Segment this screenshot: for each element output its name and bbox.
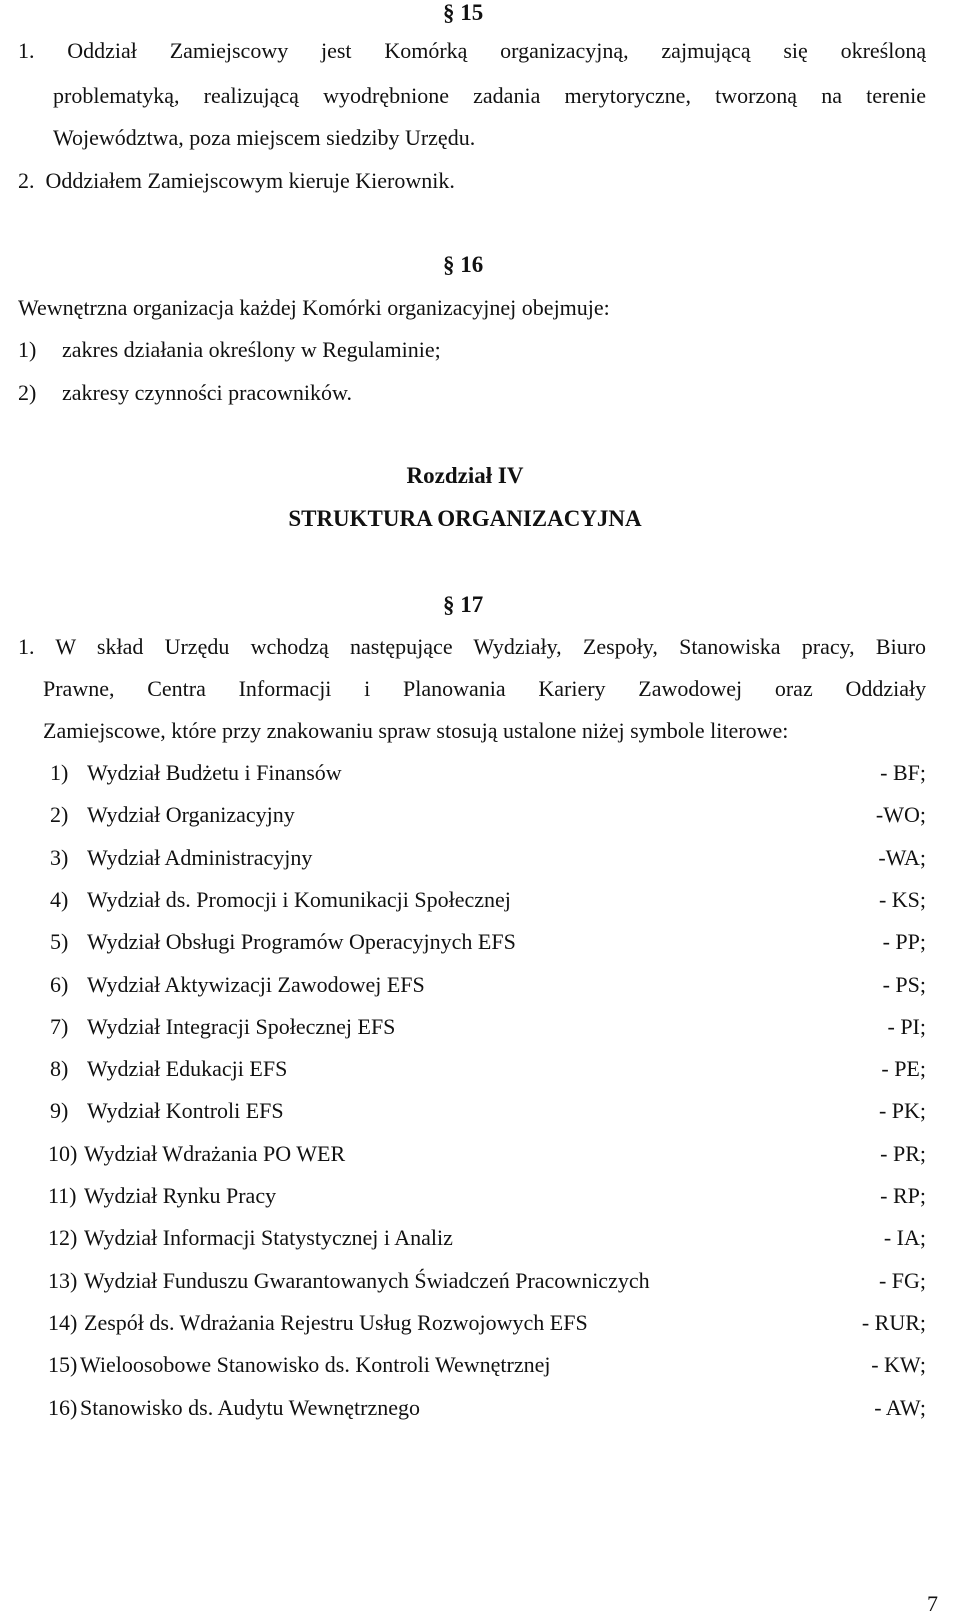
- section-17-line-2-word: Informacji: [238, 676, 332, 701]
- section-15-paragraph-1-line-2: [53, 83, 926, 109]
- unit-name: Wieloosobowe Stanowisko ds. Kontroli Wewnętrznej: [80, 1352, 551, 1377]
- unit-symbol: -WA;: [878, 845, 926, 870]
- section-16-item-number: 1): [18, 337, 37, 362]
- unit-number: 16): [48, 1395, 78, 1420]
- page-number: 7: [927, 1591, 938, 1616]
- unit-symbol: - PP;: [882, 929, 926, 954]
- unit-symbol: - PR;: [880, 1141, 926, 1166]
- unit-symbol: - PS;: [882, 972, 926, 997]
- unit-symbol: - RUR;: [861, 1310, 926, 1335]
- unit-number: 2): [50, 802, 69, 827]
- unit-number: 4): [50, 887, 69, 912]
- unit-symbol: - AW;: [874, 1395, 926, 1420]
- section-16-heading: § 16: [443, 252, 484, 277]
- unit-name: Wydział Organizacyjny: [87, 802, 295, 827]
- section-16-item-text: zakres działania określony w Regulaminie;: [62, 337, 441, 362]
- section-15-line-1-word: 1.: [18, 38, 35, 63]
- section-17-line-2-word: i: [364, 676, 371, 701]
- unit-name: Wydział Wdrażania PO WER: [84, 1141, 346, 1166]
- unit-name: Wydział Edukacji EFS: [87, 1056, 288, 1081]
- section-15-heading: § 15: [443, 0, 484, 25]
- section-15-line-2-word: problematyką,: [53, 83, 180, 108]
- unit-list-item: [0, 1268, 960, 1294]
- unit-number: 14): [48, 1310, 78, 1335]
- section-15-line-1-word: organizacyjną,: [500, 38, 629, 63]
- unit-name: Wydział Informacji Statystycznej i Analiz: [84, 1225, 453, 1250]
- unit-name: Wydział ds. Promocji i Komunikacji Społecznej: [87, 887, 511, 912]
- section-17-line-1-word: Wydziały,: [473, 634, 562, 659]
- unit-name: Wydział Funduszu Gwarantowanych Świadczeń Pracowniczych: [84, 1268, 650, 1293]
- chapter-subtitle: STRUKTURA ORGANIZACYJNA: [288, 506, 642, 531]
- unit-name: Wydział Integracji Społecznej EFS: [87, 1014, 396, 1039]
- section-17-line-1-word: pracy,: [801, 634, 855, 659]
- section-15-line-2-word: zadania: [473, 83, 541, 108]
- unit-name: Wydział Administracyjny: [87, 845, 313, 870]
- section-17-line-1-word: wchodzą: [250, 634, 329, 659]
- unit-list-item: [0, 845, 960, 871]
- section-17-line-2-word: Kariery: [538, 676, 606, 701]
- unit-name: Stanowisko ds. Audytu Wewnętrznego: [80, 1395, 421, 1420]
- section-17-intro-line-1: [18, 634, 926, 660]
- section-17-line-1-word: Stanowiska: [679, 634, 781, 659]
- section-17-line-2-word: Oddziały: [845, 676, 926, 701]
- section-17-intro-line-3: Zamiejscowe, które przy znakowaniu spraw stosują ustalone niżej symbole literowe:: [43, 718, 789, 743]
- unit-number: 8): [50, 1056, 69, 1081]
- section-17-line-2-word: Zawodowej: [638, 676, 743, 701]
- section-16-intro: Wewnętrzna organizacja każdej Komórki organizacyjnej obejmuje:: [18, 295, 610, 320]
- section-15-line-1-word: Oddział: [67, 38, 137, 63]
- unit-symbol: - KS;: [878, 887, 926, 912]
- section-15-line-2-word: realizującą: [203, 83, 299, 108]
- section-15-paragraph-1-line-3: Województwa, poza miejscem siedziby Urzędu.: [53, 125, 476, 150]
- section-17-line-1-word: Zespoły,: [582, 634, 658, 659]
- section-15-line-1-word: się: [783, 38, 808, 63]
- unit-number: 15): [48, 1352, 78, 1377]
- section-15-line-1-word: Komórką: [384, 38, 468, 63]
- unit-list-item: [0, 972, 960, 998]
- unit-list-item: [0, 1352, 960, 1378]
- section-17-line-1-word: następujące: [349, 634, 453, 659]
- section-17-line-1-word: Urzędu: [164, 634, 230, 659]
- chapter-title: Rozdział IV: [406, 463, 524, 488]
- unit-list-item: [0, 802, 960, 828]
- unit-number: 7): [50, 1014, 69, 1039]
- section-17-line-1-word: Biuro: [875, 634, 926, 659]
- section-15-paragraph-1-line-1: [18, 38, 926, 64]
- section-15-line-1-word: zajmującą: [661, 38, 751, 63]
- unit-list-item: [0, 1014, 960, 1040]
- unit-list-item: [0, 1056, 960, 1082]
- section-17-line-1-word: 1.: [18, 634, 35, 659]
- unit-symbol: - PI;: [887, 1014, 926, 1039]
- section-17-line-1-word: W: [55, 634, 76, 659]
- unit-list-item: [0, 887, 960, 913]
- unit-list-item: [0, 1183, 960, 1209]
- unit-number: 11): [48, 1183, 77, 1208]
- section-15-line-2-word: terenie: [866, 83, 926, 108]
- section-15-line-2-word: wyodrębnione: [323, 83, 449, 108]
- unit-name: Wydział Budżetu i Finansów: [87, 760, 342, 785]
- section-17-line-2-word: Centra: [147, 676, 206, 701]
- section-15-line-1-word: Zamiejscowy: [169, 38, 289, 63]
- unit-number: 5): [50, 929, 69, 954]
- unit-list-item: [0, 1225, 960, 1251]
- unit-number: 1): [50, 760, 69, 785]
- section-17-line-2-word: oraz: [774, 676, 813, 701]
- unit-symbol: -WO;: [875, 802, 926, 827]
- section-17-line-2-word: Planowania: [403, 676, 506, 701]
- unit-number: 13): [48, 1268, 78, 1293]
- unit-list-item: [0, 760, 960, 786]
- unit-name: Zespół ds. Wdrażania Rejestru Usług Rozwojowych EFS: [84, 1310, 588, 1335]
- section-17-line-2-word: Prawne,: [43, 676, 115, 701]
- unit-name: Wydział Rynku Pracy: [84, 1183, 277, 1208]
- unit-symbol: - BF;: [880, 760, 926, 785]
- section-15-line-1-word: określoną: [840, 38, 926, 63]
- unit-number: 6): [50, 972, 69, 997]
- section-15-line-2-word: tworzoną: [715, 83, 797, 108]
- unit-number: 3): [50, 845, 69, 870]
- section-17-heading: § 17: [443, 592, 484, 617]
- section-17-intro-line-2: [43, 676, 926, 702]
- unit-number: 10): [48, 1141, 78, 1166]
- unit-list-item: [0, 929, 960, 955]
- unit-number: 12): [48, 1225, 78, 1250]
- section-15-paragraph-2: 2. Oddziałem Zamiejscowym kieruje Kierownik.: [18, 168, 455, 193]
- section-16-item-text: zakresy czynności pracowników.: [62, 380, 352, 405]
- unit-list-item: [0, 1098, 960, 1124]
- section-15-line-2-word: na: [821, 83, 842, 108]
- unit-symbol: - IA;: [883, 1225, 926, 1250]
- unit-name: Wydział Kontroli EFS: [87, 1098, 284, 1123]
- unit-symbol: - PK;: [878, 1098, 926, 1123]
- unit-list-item: [0, 1395, 960, 1421]
- unit-name: Wydział Obsługi Programów Operacyjnych EFS: [87, 929, 516, 954]
- section-16-item-number: 2): [18, 380, 37, 405]
- unit-symbol: - PE;: [881, 1056, 926, 1081]
- section-17-line-1-word: skład: [96, 634, 144, 659]
- unit-name: Wydział Aktywizacji Zawodowej EFS: [87, 972, 425, 997]
- unit-number: 9): [50, 1098, 69, 1123]
- unit-symbol: - FG;: [878, 1268, 926, 1293]
- unit-symbol: - KW;: [871, 1352, 926, 1377]
- unit-list-item: [0, 1141, 960, 1167]
- unit-symbol: - RP;: [880, 1183, 926, 1208]
- unit-list-item: [0, 1310, 960, 1336]
- section-15-line-2-word: merytoryczne,: [564, 83, 691, 108]
- section-15-line-1-word: jest: [320, 38, 352, 63]
